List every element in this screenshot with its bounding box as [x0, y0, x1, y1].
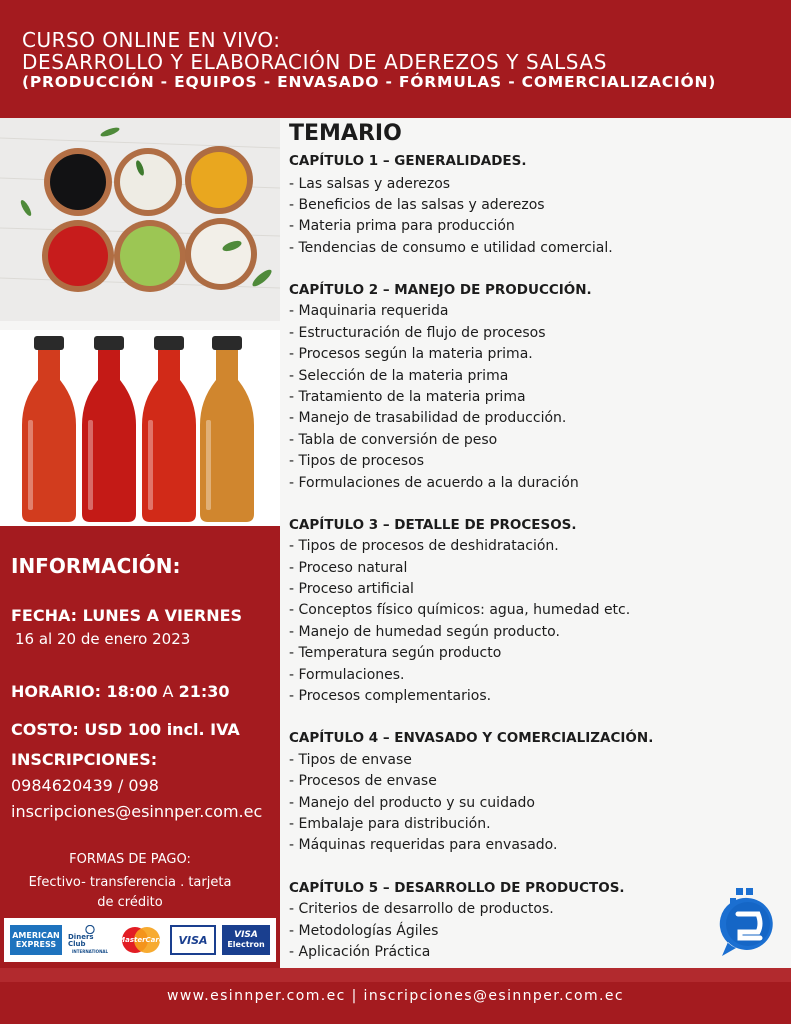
header-subtitle: CURSO ONLINE EN VIVO:: [22, 28, 281, 52]
chapter-4-item: - Embalaje para distribución.: [289, 816, 491, 832]
chapter-2-item: - Tratamiento de la materia prima: [289, 389, 526, 405]
header-banner: [0, 0, 791, 118]
chapter-4-item: - Procesos de envase: [289, 773, 437, 789]
date-value: 16 al 20 de enero 2023: [15, 630, 191, 648]
schedule: [11, 682, 230, 701]
chapter-3-item: - Conceptos físico químicos: agua, humedad etc.: [289, 602, 631, 618]
chapter-2-item: - Manejo de trasabilidad de producción.: [289, 410, 567, 426]
chapter-4-item: - Manejo del producto y su cuidado: [289, 795, 535, 811]
chapter-3-item: - Proceso artificial: [289, 581, 414, 597]
chapter-3-title: CAPÍTULO 3 – DETALLE DE PROCESOS.: [289, 517, 577, 533]
footer-contact[interactable]: www.esinnper.com.ec | inscripciones@esinnper.com.ec: [166, 988, 624, 1004]
chapter-2-item: - Tipos de procesos: [289, 453, 425, 469]
chapter-3-item: - Temperatura según producto: [289, 645, 502, 661]
chapter-3-item: - Manejo de humedad según producto.: [289, 624, 560, 640]
esinnper-logo: [716, 884, 780, 960]
chapter-2-item: - Tabla de conversión de peso: [289, 432, 498, 448]
mastercard-text: MasterCard: [118, 936, 164, 944]
payment-description: [0, 873, 260, 913]
amex-text-2: EXPRESS: [15, 940, 57, 949]
chapter-4-item: - Máquinas requeridas para envasado.: [289, 837, 558, 853]
diners-text-2: INTERNATIONAL: [71, 949, 109, 954]
schedule-start: HORARIO: 18:00: [11, 682, 158, 701]
chapter-5-item: - Criterios de desarrollo de productos.: [289, 901, 554, 917]
chapter-3-item: - Procesos complementarios.: [289, 688, 492, 704]
chapter-3-item: - Proceso natural: [289, 560, 408, 576]
chapter-4-item: - Tipos de envase: [289, 752, 412, 768]
chapter-1-item: - Tendencias de consumo e utilidad comercial.: [289, 240, 613, 256]
chapter-2-item: - Procesos según la materia prima.: [289, 346, 533, 362]
visa-electron-text-2: Electron: [227, 940, 265, 949]
chapter-1-item: - Beneficios de las salsas y aderezos: [289, 197, 545, 213]
info-heading: INFORMACIÓN:: [11, 554, 181, 578]
chapter-1-title: CAPÍTULO 1 – GENERALIDADES.: [289, 153, 527, 169]
info-panel: [0, 526, 280, 968]
registration-email[interactable]: inscripciones@esinnper.com.ec: [11, 802, 263, 821]
chapter-5-title: CAPÍTULO 5 – DESARROLLO DE PRODUCTOS.: [289, 880, 625, 896]
registration-phone: 0984620439 / 098: [11, 776, 159, 795]
amex-logo: [10, 925, 62, 955]
visa-electron-logo: [222, 925, 270, 955]
chapter-2-title: CAPÍTULO 2 – MANEJO DE PRODUCCIÓN.: [289, 282, 592, 298]
payment-cards: [4, 918, 276, 962]
cost: COSTO: USD 100 incl. IVA: [11, 720, 240, 739]
chapter-4-title: CAPÍTULO 4 – ENVASADO Y COMERCIALIZACIÓN.: [289, 730, 654, 746]
chapter-1-item: - Materia prima para producción: [289, 218, 515, 234]
mastercard-logo: [118, 925, 164, 955]
diners-text-1: Diners Club: [68, 933, 94, 948]
amex-text-1: AMERICAN: [12, 931, 60, 940]
chapter-2-item: - Formulaciones de acuerdo a la duración: [289, 475, 579, 491]
course-title: DESARROLLO Y ELABORACIÓN DE ADEREZOS Y SALSAS: [22, 50, 607, 74]
syllabus-title: TEMARIO: [289, 121, 402, 146]
date-label: FECHA: LUNES A VIERNES: [11, 606, 243, 625]
payment-line-1: Efectivo- transferencia . tarjeta: [28, 875, 232, 890]
payment-line-2: de crédito: [97, 895, 163, 910]
schedule-separator: A: [157, 682, 179, 701]
diners-logo: [68, 925, 112, 955]
esinnper-logo-icon: [716, 884, 780, 960]
chapter-2-item: - Maquinaria requerida: [289, 303, 449, 319]
sauces-bowls-photo: [0, 118, 280, 321]
footer-bar: [0, 968, 791, 1024]
chapter-1-item: - Las salsas y aderezos: [289, 176, 451, 192]
chapter-5-item: - Aplicación Práctica: [289, 944, 431, 960]
chapter-3-item: - Formulaciones.: [289, 667, 405, 683]
chapter-2-item: - Estructuración de flujo de procesos: [289, 325, 546, 341]
registration-label: INSCRIPCIONES:: [11, 750, 158, 769]
payment-title: FORMAS DE PAGO:: [69, 852, 191, 867]
visa-electron-text-1: VISA: [234, 930, 258, 940]
chapter-3-item: - Tipos de procesos de deshidratación.: [289, 538, 559, 554]
visa-logo: VISA: [170, 925, 216, 955]
sauce-bottles-photo: [0, 330, 280, 526]
footer-stripe: [0, 968, 791, 982]
course-topics: (PRODUCCIÓN - EQUIPOS - ENVASADO - FÓRMULAS - COMERCIALIZACIÓN): [22, 73, 717, 91]
chapter-2-item: - Selección de la materia prima: [289, 368, 509, 384]
chapter-5-item: - Metodologías Ágiles: [289, 923, 439, 939]
schedule-end: 21:30: [178, 682, 230, 701]
